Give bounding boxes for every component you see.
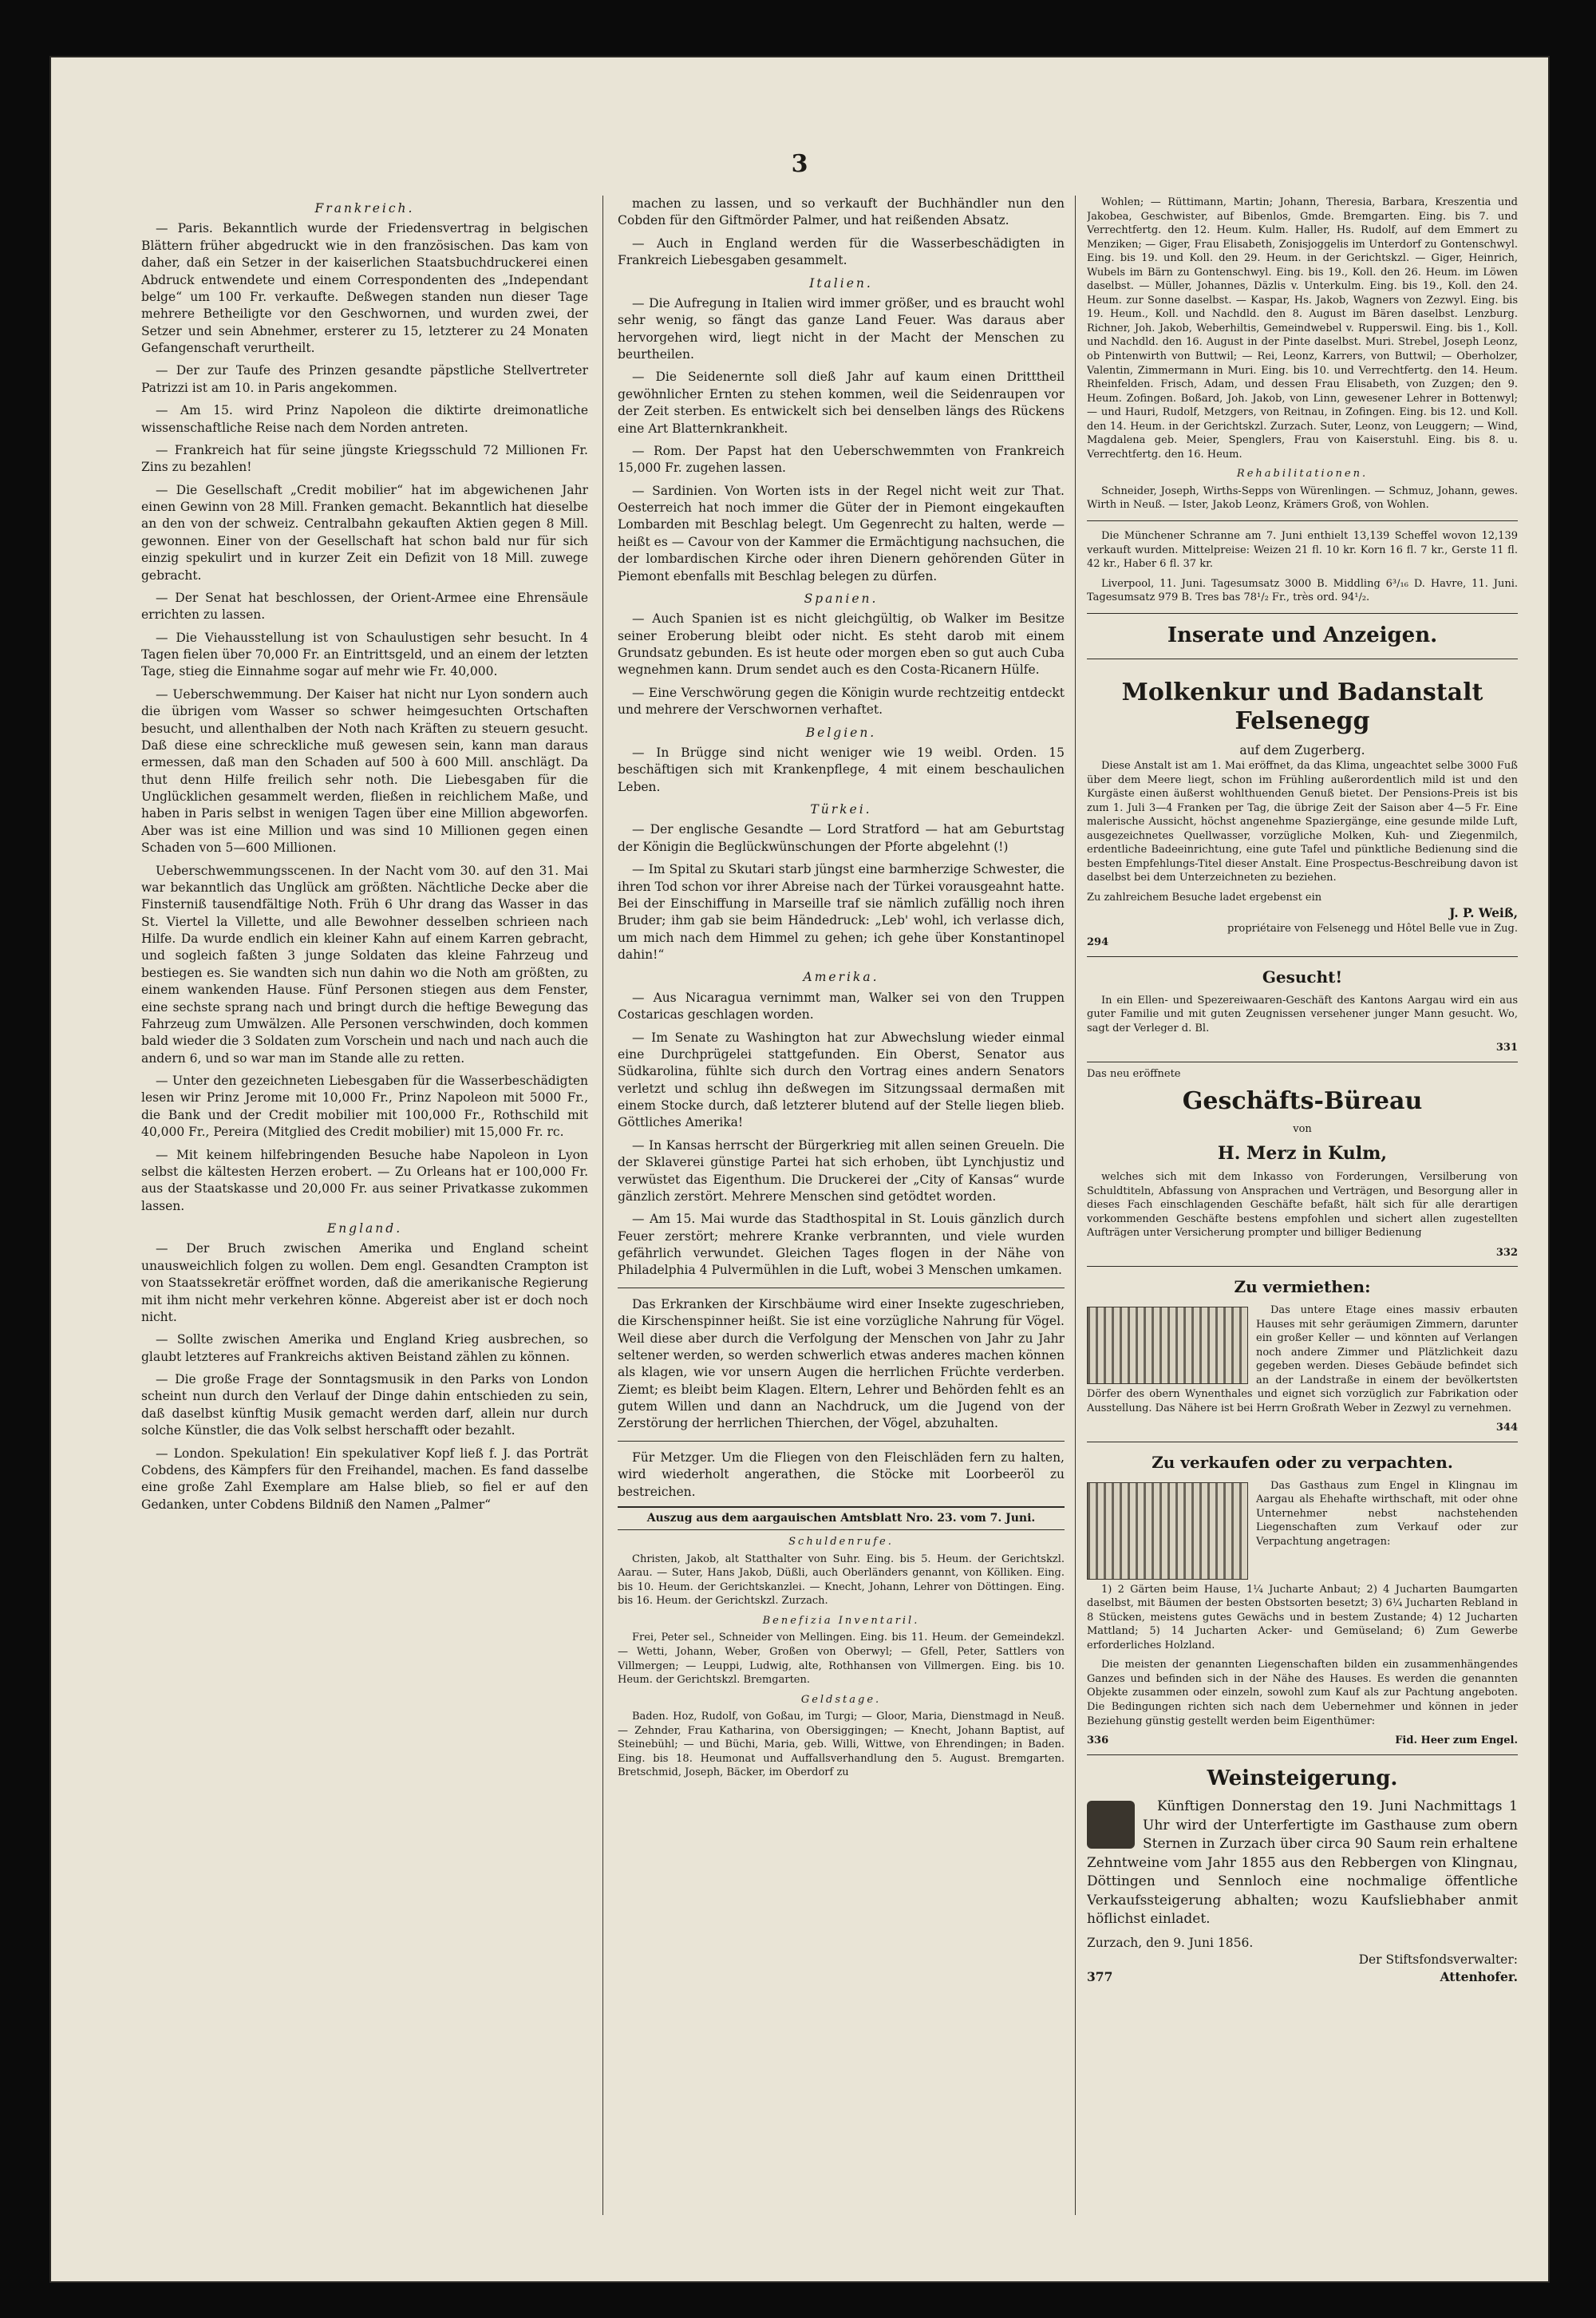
article: — Der Bruch zwischen Amerika und England scheint unausweichlich folgen zu wollen. Dem engl. Gesandten Crampton ist von Staatssekretär eröffnet worden, daß die amerikanische Regierung mit ihm nicht mehr verkehren könne. Abgereist aber ist er doch noch nicht.	[141, 1241, 588, 1324]
article: — Am 15. Mai wurde das Stadthospital in St. Louis gänzlich durch Feuer zerstört; mehrere Kranke verbrannten, und viele wurden gefährlich verwundet. Gleichen Tages flogen in der Nähe von Philadelphia 4 Pulvermühlen in die Luft, wobei 3 Menschen umkamen.	[618, 1212, 1065, 1278]
ad-text: Das Gasthaus zum Engel in Klingnau im Aargau als Ehehafte wirthschaft, mit oder ohne Unternehmer nebst nachstehenden Liegenschaften zum Verkauf oder zur Verpachtung angetragen:	[1256, 1479, 1518, 1548]
column-rule	[1075, 196, 1076, 2215]
market-report: Liverpool, 11. Juni. Tagesumsatz 3000 B. Middling 6³/₁₆ D. Havre, 11. Juni. Tagesumsatz 979 B. Tres bas 78¹/₂ Fr., très ord. 94¹/₂.	[1087, 577, 1518, 604]
article: — Aus Nicaragua vernimmt man, Walker sei von den Truppen Costaricas geschlagen worden.	[618, 990, 1065, 1023]
article: — Auch in England werden für die Wasserbeschädigten in Frankreich Liebesgaben gesammelt.	[618, 235, 1065, 268]
house-image	[1087, 1307, 1248, 1384]
ad-vermiethen	[1087, 1267, 1518, 1442]
article: — Im Spital zu Skutari starb jüngst eine barmherzige Schwester, die ihren Tod schon vor ihrer Abreise nach der Türkei vorausgeahnt hatte. Bei der Einschiffung in Marseille traf sie nämlich zufällig noch ihren Bruder; ihm gab sie beim Händedruck: „Leb' wohl, ich verlasse dich, um mich nach dem Himmel zu gehen; ich gehe über Konstantinopel dahin!“	[618, 862, 1065, 962]
ad-name: H. Merz in Kulm,	[1217, 1142, 1388, 1164]
article: Ueberschwemmungsscenen. In der Nacht vom 30. auf den 31. Mai war bekanntlich das Unglück am größten. Nächtliche Decke aber die Finsterniß tausendfältige Noth. Früh 6 Uhr drang das Wasser in das St. Viertel la Villette, und alle Bewohner desselben schrieen nach Hilfe. Da wurde endlich ein kleiner Kahn auf einem Karren gebracht, und sogleich faßten 3 junge Soldaten das kleine Fahrzeug und bestiegen es. Sie wandten sich nun dahin wo die Noth am größten, zu einem wankenden Hause. Fünf Personen stiegen aus dem Fenster, eine sechste sprang nach und bringt durch die heftige Bewegung das Fahrzeug zum Umwälzen. Alle Personen verschwinden, doch kommen bald wieder die 3 Soldaten zum Vorschein und nach und nach auch die andern 6, und so war man im Stande alle zu retten.	[141, 863, 588, 1066]
ad-number: 336	[1087, 1735, 1109, 1747]
ad-text: Künftigen Donnerstag den 19. Juni Nachmittags 1 Uhr wird der Unterfertigte im Gasthause zum obern Sternen in Zurzach über circa 90 Saum rein erhaltene Zehntweine vom Jahr 1855 aus den Rebbergen von Klingnau, Döttingen und Sennloch eine nochmalige öffentliche Verkaufssteigerung abhalten; wozu Kaufsliebhaber anmit höflichst einladet.	[1087, 1798, 1518, 1928]
article: — Die Viehausstellung ist von Schaulustigen sehr besucht. In 4 Tagen fielen über 70,000 Fr. an Eintrittsgeld, und an einem der letzten Tage, stieg die Einnahme sogar auf mehr wie Fr. 40,000.	[141, 630, 588, 679]
article: — Auch Spanien ist es nicht gleichgültig, ob Walker im Besitze seiner Eroberung bleibt oder nicht. Es steht darob mit einem Grundsatz gebunden. Es ist heute oder morgen eben so gut auch Cuba wegnehmen kann. Drum sendet auch es den Costa-Ricanern Hülfe.	[618, 611, 1065, 678]
ad-text: Die meisten der genannten Liegenschaften bilden ein zusammenhängendes Ganzes und befinden sich in der Nähe des Hauses. Es werden die genannten Objekte zusammen oder einzeln, sowohl zum Kauf als zur Pachtung angeboten. Die Bedingungen richten sich nach dem Uebernehmer und können in jeder Beziehung günstig gestellt werden beim Eigenthümer:	[1087, 1659, 1518, 1727]
article: — Der zur Taufe des Prinzen gesandte päpstliche Stellvertreter Patrizzi ist am 10. in Paris angekommen.	[141, 363, 588, 395]
article: Das Erkranken der Kirschbäume wird einer Insekte zugeschrieben, die Kirschenspinner heißt. Sie ist eine vorzügliche Nahrung für Vögel. Weil diese aber durch die Verfolgung der Menschen von Jahr zu Jahr seltener werden, so werden schwerlich etwas anderes machen können als klagen, wie vor unsern Augen die herrlichen Früchte verderben. Ziemt; es bleibt beim Klagen. Eltern, Lehrer und Behörden fehlt es an gutem Willen und dann an Nachdruck, um die Jugend von der Zerstörung der herrlichen Thierchen, der Vögel, abzuhalten.	[618, 1296, 1065, 1431]
section-heading: Spanien.	[804, 591, 879, 606]
ad-title: Geschäfts-Büreau	[1182, 1087, 1423, 1116]
divider	[1087, 613, 1518, 614]
subheading: Rehabilitationen.	[1236, 468, 1369, 481]
article: — In Brügge sind nicht weniger wie 19 weibl. Orden. 15 beschäftigen sich mit Krankenpflege, 4 mit einem beschaulichen Leben.	[618, 745, 1065, 794]
ad-title: Molkenkur und Badanstalt Felsenegg	[1121, 678, 1483, 735]
subheading: Schuldenrufe.	[788, 1536, 894, 1549]
column-3	[1087, 196, 1518, 2215]
ad-signature-sub: propriétaire von Felsenegg und Hôtel Belle vue in Zug.	[1227, 922, 1518, 935]
ad-text: Diese Anstalt ist am 1. Mai eröffnet, da das Klima, ungeachtet selbe 3000 Fuß über dem Meere liegt, schon im Frühling außerordentlich mild ist und den Kurgäste einen äußerst wohlthuenden Genuß bietet. Der Pensions-Preis ist bis zum 1. Juli 3—4 Franken per Tag, die übrige Zeit der Saison aber 4—5 Fr. Eine malerische Aussicht, höchst angenehme Spaziergänge, eine gesunde milde Luft, ausgezeichnetes Quellwasser, vorzügliche Molken, Kuh- und Ziegenmilch, erdentliche Badeeinrichtung, eine gute Tafel und pünktliche Bedienung sind die besten Empfehlungs-Titel dieser Anstalt. Eine Prospectus-Beschreibung davon ist daselbst bei dem Unterzeichneten zu beziehen.	[1087, 760, 1518, 884]
ad-number: 332	[1495, 1246, 1518, 1259]
ad-title: Weinsteigerung.	[1207, 1766, 1398, 1790]
market-report: Die Münchener Schranne am 7. Juni enthielt 13,139 Scheffel wovon 12,139 verkauft wurden. Mittelpreise: Weizen 21 fl. 10 kr. Korn 16 fl. 7 kr., Gerste 11 fl. 42 kr., Haber 6 fl. 37 kr.	[1087, 530, 1518, 571]
ad-pre: Das neu eröffnete	[1087, 1067, 1181, 1080]
ad-place-date: Zurzach, den 9. Juni 1856.	[1087, 1935, 1254, 1950]
ad-role: Der Stiftsfondsverwalter:	[1358, 1952, 1518, 1968]
ad-number: 377	[1087, 1969, 1113, 1985]
ad-gesucht	[1087, 957, 1518, 1062]
article: — Die große Frage der Sonntagsmusik in den Parks von London scheint nun durch den Verlauf der Dinge dahin entschieden zu sein, daß daselbst künftig Musik gemacht werden darf, allein nur durch solche Künstler, die das Volk selbst herschafft oder bezahlt.	[141, 1372, 588, 1438]
ad-felsenegg	[1087, 667, 1518, 957]
article: — Die Gesellschaft „Credit mobilier“ hat im abgewichenen Jahr einen Gewinn von 28 Mill. Franken gemacht. Bekanntlich hat dieselbe an den von der schweiz. Centralbahn gekauften Aktien gegen 8 Mill. gewonnen. Einer von der Gesellschaft hat schon bald nur für sich einzig spekulirt und in kurzer Zeit ein Defizit von 18 Mill. zuwege gebracht.	[141, 482, 588, 583]
article: — Die Seidenernte soll dieß Jahr auf kaum einen Dritttheil gewöhnlicher Ernten zu stehen kommen, weil die Seidenraupen vor der Zeit sterben. Es entwickelt sich bei denselben längs des Rückens eine Art Blatternkrankheit.	[618, 370, 1065, 436]
subheading: Geldstage.	[800, 1693, 882, 1706]
notice: Wohlen; — Rüttimann, Martin; Johann, Theresia, Barbara, Kreszentia und Jakobea, Geschwister, auf Bibenlos, Gmde. Bremgarten. Eing. bis 7. und Verrechtfertg. den 12. Heum. Kulm. Haller, Hs. Rudolf, auf dem Emmert zu Menziken; — Giger, Frau Elisabeth, Zonisjoggelis im Unterdorf zu Gontenschwyl. Eing. bis 19. und Koll. den 29. Heum. in der Gerichtskzl. — Giger, Heinrich, Wubels im Bärn zu Gontenschwyl. Eing. bis 19., Koll. den 26. Heum. im Löwen daselbst. — Müller, Johannes, Däzlis v. Unterkulm. Eing. bis 19., Koll. den 24. Heum. zur Sonne daselbst. — Kaspar, Hs. Jakob, Wagners von Zezwyl. Eing. bis 19. Heum., Koll. und Nachdld. den 8. August im Bären daselbst. Lenzburg. Richner, Joh. Jakob, Weberhiltis, Gemeindwebel v. Rupperswil. Eing. bis 1., Koll. und Nachdld. den 16. August in der Pinte daselbst. Muri. Strebel, Joseph Leonz, ob Pintenwirth von Buttwil; — Rei, Leonz, Karrers, von Buttwil; — Oberholzer, Valentin, Zimmermann in Muri. Eing. bis 10. und Verrechtfertg. den 14. Heum. Rheinfelden. Frisch, Adam, und dessen Frau Elisabeth, von Zuzgen; den 9. Heum. Zofingen. Boßard, Joh. Jakob, von Linn, gewesener Lehrer in Bottenwyl; — und Hauri, Rudolf, Metzgers, von Reitnau, in Zofingen. Eing. bis 12. und Koll. den 14. Heum. in der Gerichtskzl. Zurzach. Suter, Leonz, von Leuggern; — Wind, Magdalena geb. Meier, Spenglers, Frau von Kaiserstuhl. Eing. bis 8. u. Verrechtfertg. den 16. Heum.	[1087, 196, 1518, 461]
page-number: 3	[791, 150, 808, 178]
section-heading: England.	[326, 1221, 403, 1236]
ad-title: Gesucht!	[1262, 967, 1343, 987]
subheading: Benefizia Inventaril.	[762, 1614, 920, 1627]
ad-number: 344	[1495, 1422, 1518, 1434]
column-rule	[602, 196, 603, 2215]
column-1	[141, 196, 588, 2215]
notice: Frei, Peter sel., Schneider von Mellingen. Eing. bis 11. Heum. der Gemeindekzl. — Wetti, Johann, Weber, Großen von Oberwyl; — Gfell, Peter, Sattlers von Villmergen; — Leuppi, Ludwig, alte, Rothhansen von Villmergen. Eing. bis 10. Heum. der Gerichtskzl. Bremgarten.	[618, 1632, 1065, 1687]
article: — Rom. Der Papst hat den Ueberschwemmten von Frankreich 15,000 Fr. zugehen lassen.	[618, 443, 1065, 476]
ad-title: Zu vermiethen:	[1234, 1277, 1371, 1297]
inn-image	[1087, 1482, 1248, 1580]
article: Für Metzger. Um die Fliegen von den Fleischläden fern zu halten, wird wiederholt angerathen, die Stöcke mit Loorbeeröl zu bestreichen.	[618, 1450, 1065, 1499]
ad-invite: Zu zahlreichem Besuche ladet ergebenst ein	[1087, 891, 1322, 904]
article: machen zu lassen, und so verkauft der Buchhändler nun den Cobden für den Giftmörder Palmer, und hat reißenden Absatz.	[618, 196, 1065, 228]
ad-signature: J. P. Weiß,	[1449, 905, 1518, 921]
section-heading: Türkei.	[810, 802, 872, 817]
article: — Im Senate zu Washington hat zur Abwechslung wieder einmal eine Durchprügelei stattgefunden. Ein Oberst, Senator aus Südkarolina, fühlte sich durch den Vortrag eines andern Senators verletzt und schlug ihn deßwegen im Sitzungssaal dermaßen mit einem Stocke durch, daß letzterer blutend auf der Stelle liegen blieb. Göttliches Amerika!	[618, 1030, 1065, 1130]
divider	[618, 1441, 1065, 1442]
article: — Am 15. wird Prinz Napoleon die diktirte dreimonatliche wissenschaftliche Reise nach dem Norden antreten.	[141, 403, 588, 435]
article: — Ueberschwemmung. Der Kaiser hat nicht nur Lyon sondern auch die übrigen vom Wasser so schwer heimgesuchten Ortschaften besucht, und allenthalben der Noth nach Kräften zu steuern gesucht. Daß diese eine schreckliche muß gewesen sein, kann man daraus ermessen, daß man den Schaden auf 500 à 600 Mill. anschlägt. Da thut denn Hilfe freilich sehr noth. Die Liebesgaben für die Unglücklichen gesammelt werden, fließen in reichlichem Maße, und haben in Paris selbst in wenigen Tagen über eine Million abgeworfen. Aber was ist eine Million und was sind 10 Millionen gegen einen Schaden von 5—600 Millionen.	[141, 686, 588, 856]
article: — In Kansas herrscht der Bürgerkrieg mit allen seinen Greueln. Die der Sklaverei günstige Partei hat sich erhoben, übt Lynchjustiz und verwüstet das Eigenthum. Die Druckerei der „City of Kansas“ wurde gänzlich zerstört. Mehrere Menschen sind getödtet worden.	[618, 1137, 1065, 1204]
gazette-extract-title: Auszug aus dem aargauischen Amtsblatt Nro. 23. vom 7. Juni.	[618, 1506, 1065, 1530]
ad-von: von	[1293, 1123, 1312, 1136]
ad-text: In ein Ellen- und Spezereiwaaren-Geschäft des Kantons Aargau wird ein aus guter Familie und mit guten Zeugnissen versehener junger Mann gesucht. Wo, sagt der Verleger d. Bl.	[1087, 994, 1518, 1034]
ad-number: 331	[1495, 1042, 1518, 1054]
article: — Eine Verschwörung gegen die Königin wurde rechtzeitig entdeckt und mehrere der Verschwornen verhaftet.	[618, 685, 1065, 718]
section-heading: Frankreich.	[314, 201, 415, 216]
article: — Sardinien. Von Worten ists in der Regel nicht weit zur That. Oesterreich hat noch immer die Güter der in Piemont eingekauften Lombarden mit Beschlag belegt. Um Gegenrecht zu halten, werde — heißt es — Cavour von der Kammer die Ermächtigung nachsuchen, die der lombardischen Kirche oder ihren Dienern gehörenden Güter in Piemont ebenfalls mit Beschlag belegen zu dürfen.	[618, 483, 1065, 583]
divider	[1087, 520, 1518, 521]
wine-barrel-icon	[1087, 1801, 1135, 1849]
notice: Schneider, Joseph, Wirths-Sepps von Würenlingen. — Schmuz, Johann, gewes. Wirth in Neuß. — Ister, Jakob Leonz, Krämers Groß, von Wohlen.	[1087, 485, 1518, 512]
ad-number: 294	[1087, 936, 1109, 949]
section-heading: Italien.	[809, 275, 873, 291]
article: — Der englische Gesandte — Lord Stratford — hat am Geburtstag der Königin die Beglückwünschungen der Pforte abgelehnt (!)	[618, 822, 1065, 854]
article: — Der Senat hat beschlossen, der Orient-Armee eine Ehrensäule errichten zu lassen.	[141, 590, 588, 623]
ad-signature: Fid. Heer zum Engel.	[1395, 1735, 1518, 1747]
article: — Paris. Bekanntlich wurde der Friedensvertrag in belgischen Blättern früher abgedruckt wie in den französischen. Das kam von daher, daß ein Setzer in der kaiserlichen Staatsbuchdruckerei einen Abdruck entwendete und einem Correspondenten des „Independant belge“ um 100 Fr. verkaufte. Deßwegen standen nun dieser Tage mehrere Betheiligte vor den Geschwornen, und wurden zwei, der Setzer und sein Abnehmer, ersterer zu 15, letzterer zu 24 Monaten Gefangenschaft verurtheilt.	[141, 221, 588, 355]
article: — Sollte zwischen Amerika und England Krieg ausbrechen, so glaubt letzteres auf Frankreichs aktiven Beistand zählen zu können.	[141, 1332, 588, 1364]
article: — Die Aufregung in Italien wird immer größer, und es braucht wohl sehr wenig, so fängt das ganze Land Feuer. Was daraus aber hervorgehen wird, liegt nicht in der Macht der Menschen zu beurtheilen.	[618, 295, 1065, 362]
column-2	[618, 196, 1065, 2215]
article: — Unter den gezeichneten Liebesgaben für die Wasserbeschädigten lesen wir Prinz Jerome mit 10,000 Fr., Prinz Napoleon mit 5000 Fr., die Bank und der Credit mobilier mit 100,000 Fr., Rothschild mit 40,000 Fr., Pereira (Mitglied des Credit mobilier) mit 15,000 Fr. rc.	[141, 1074, 588, 1140]
ad-list: 1) 2 Gärten beim Hause, 1¼ Jucharte Anbaut; 2) 4 Jucharten Baumgarten daselbst, mit Bäumen der besten Obstsorten besetzt; 3) 6¼ Jucharten Rebland in 8 Stücken, meistens gutes Gewächs und in bestem Zustande; 4) 12 Jucharten Mattland; 5) 14 Jucharten Acker- und Gemüseland; 6) Zum Gewerbe erforderliches Holzland.	[1087, 1583, 1518, 1651]
section-heading: Belgien.	[805, 725, 877, 740]
section-heading: Amerika.	[803, 970, 879, 985]
article: — Mit keinem hilfebringenden Besuche habe Napoleon in Lyon selbst die kältesten Herzen erobert. — Zu Orleans hat er 100,000 Fr. aus der Staatskasse und 20,000 Fr. aus seiner Privatkasse zukommen lassen.	[141, 1147, 588, 1213]
newspaper-page	[49, 56, 1550, 2283]
ad-signature: Attenhofer.	[1440, 1969, 1518, 1985]
ad-bureau	[1087, 1062, 1518, 1268]
ads-heading: Inserate und Anzeigen.	[1167, 623, 1438, 647]
ad-title: Zu verkaufen oder zu verpachten.	[1152, 1452, 1453, 1472]
ad-weinsteigerung	[1087, 1755, 1518, 1993]
ad-verkaufen	[1087, 1442, 1518, 1755]
notice: Baden. Hoz, Rudolf, von Goßau, im Turgi; — Gloor, Maria, Dienstmagd in Neuß. — Zehnder, Frau Katharina, von Obersiggingen; — Knecht, Johann Baptist, auf Steinebühl; — und Büchi, Maria, geb. Willi, Wittwe, von Ehrendingen; in Baden. Eing. bis 18. Heumonat und Auffallsverhandlung den 5. August. Bremgarten. Bretschmid, Joseph, Bäcker, im Oberdorf zu	[618, 1711, 1065, 1779]
ad-text: welches sich mit dem Inkasso von Forderungen, Versilberung von Schuldtiteln, Abfassung von Ansprachen und Verträgen, und Besorgung aller in dieses Fach einschlagenden Geschäfte befaßt, hält sich für alle derartigen vorkommenden Geschäfte bestens empfohlen und sichert allen zugestellten Aufträgen unter Versicherung prompter und billiger Bedienung	[1087, 1171, 1518, 1240]
notice: Christen, Jakob, alt Statthalter von Suhr. Eing. bis 5. Heum. der Gerichtskzl. Aarau. — Suter, Hans Jakob, Düßli, auch Oberländers genannt, von Kölliken. Eing. bis 10. Heum. der Gerichtskanzlei. — Knecht, Johann, Lehrer von Döttingen. Eing. bis 16. Heum. der Gerichtskzl. Zurzach.	[618, 1553, 1065, 1608]
ad-subtitle: auf dem Zugerberg.	[1239, 742, 1365, 758]
ad-text: Das untere Etage eines massiv erbauten Hauses mit sehr geräumigen Zimmern, darunter ein großer Keller — und könnten auf Verlangen noch andere Zimmer und Plätzlichkeit dazu gegeben werden. Dieses Gebäude befindet sich an der Landstraße in einem der bevölkertsten Dörfer des obern Wynenthales und eignet sich vorzüglich zur Fabrikation oder Ausstellung. Das Nähere ist bei Herrn Großrath Weber in Zezwyl zu vernehmen.	[1087, 1304, 1518, 1414]
article: — Frankreich hat für seine jüngste Kriegsschuld 72 Millionen Fr. Zins zu bezahlen!	[141, 442, 588, 475]
article: — London. Spekulation! Ein spekulativer Kopf ließ f. J. das Porträt Cobdens, des Kämpfers für den Freihandel, machen. Es fand dasselbe eine große Zahl Exemplare am Halse blieb, so fiel er auf den Gedanken, unter Cobdens Bildniß den Namen „Palmer“	[141, 1446, 588, 1512]
